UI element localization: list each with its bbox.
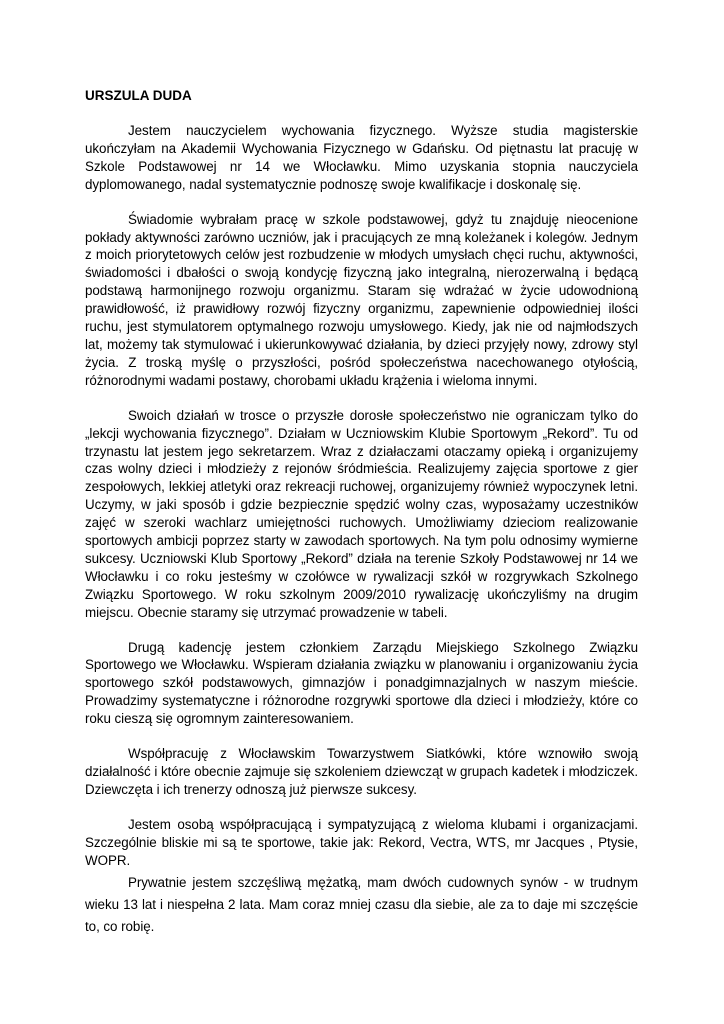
author-heading: URSZULA DUDA (85, 88, 192, 103)
paragraph-private-life: Prywatnie jestem szczęśliwą mężatką, mam dwóch cudownych synów - w trudnym wieku 13 lat i niespełna 2 lata. Mam coraz mniej czasu dla siebie, ale za to daje mi szczęście to, co robię. (85, 874, 638, 934)
paragraph-clubs-cooperation: Jestem osobą współpracującą i sympatyzującą z wieloma klubami i organizacjami. Szczególnie bliskie mi są te sportowe, takie jak: Rekord, Vectra, WTS, mr Jacques , Ptysie, WOPR. (85, 816, 638, 868)
paragraph-volleyball-society: Współpracuję z Włocławskim Towarzystwem Siatkówki, które wznowiło swoją działalność i które obecnie zajmuje się szkoleniem dziewcząt w grupach kadetek i młodziczek. Dziewczęta i ich trenerzy odnoszą już pierwsze sukcesy. (85, 746, 638, 797)
paragraph-education: Jestem nauczycielem wychowania fizycznego. Wyższe studia magisterskie ukończyłam na Akademii Wychowania Fizycznego w Gdańsku. Od piętnastu lat pracuję w Szkole Podstawowej nr 14 we Włocławku. Mimo uzyskania stopnia nauczyciela dyplomowanego, nadal systematycznie podnoszę swoje kwalifikacje i doskonalę się. (85, 123, 638, 192)
paragraph-work-philosophy: Świadomie wybrałam pracę w szkole podstawowej, gdyż tu znajduję nieocenione pokłady aktywności zarówno uczniów, jak i pracujących ze mną koleżanek i kolegów. Jednym z moich priorytetowych celów jest rozbudzenie w młodych umysłach chęci ruchu, aktywności, świadomości i dbałości o swoją kondycję fizyczną jako integralną, nierozerwalną i będącą podstawą harmonijnego rozwoju organizmu. Staram się wdrażać w życie udowodnioną prawidłowość, iż prawidłowy rozwój fizyczny organizmu, zapewnienie odpowiedniej ilości ruchu, jest stymulatorem optymalnego rozwoju umysłowego. Kiedy, jak nie od najmłodszych lat, możemy tak stymulować i ukierunkowywać działania, by dzieci przyjęły nowy, zdrowy styl życia. Z troską myślę o przyszłości, pośród społeczeństwa nacechowanego otyłością, różnorodnymi wadami postawy, chorobami układu krążenia i wieloma innymi. (85, 211, 638, 388)
paragraph-sports-association: Drugą kadencję jestem członkiem Zarządu Miejskiego Szkolnego Związku Sportowego we Włocławku. Wspieram działania związku w planowaniu i organizowaniu życia sportowego szkół podstawowych, gimnazjów i ponadgimnazjalnych w naszym mieście. Prowadzimy systematyczne i różnorodne rozgrywki sportowe dla dzieci i młodzieży, które co roku cieszą się ogromnym zainteresowaniem. (85, 639, 638, 727)
paragraph-sports-club: Swoich działań w trosce o przyszłe dorosłe społeczeństwo nie ograniczam tylko do „lekcji wychowania fizycznego”. Działam w Uczniowskim Klubie Sportowym „Rekord”. Tu od trzynastu lat jestem jego sekretarzem. Wraz z działaczami otaczamy opieką i organizujemy czas wolny dzieci i młodzieży z rejonów śródmieścia. Realizujemy zajęcia sportowe z gier zespołowych, lekkiej atletyki oraz rekreacji ruchowej, organizujemy również wypoczynek letni. Uczymy, w jaki sposób i gdzie bezpiecznie spędzić wolny czas, wyposażamy uczestników zajęć w szeroki wachlarz umiejętności ruchowych. Umożliwiamy dzieciom realizowanie sportowych ambicji poprzez starty w zawodach sportowych. Na tym polu odnosimy wymierne sukcesy. Uczniowski Klub Sportowy „Rekord” działa na terenie Szkoły Podstawowej nr 14 we Włocławku i co roku jesteśmy w czołówce w rywalizacji szkół w rozgrywkach Szkolnego Związku Sportowego. W roku szkolnym 2009/2010 rywalizację ukończyliśmy na drugim miejscu. Obecnie staramy się utrzymać prowadzenie w tabeli. (85, 407, 638, 620)
